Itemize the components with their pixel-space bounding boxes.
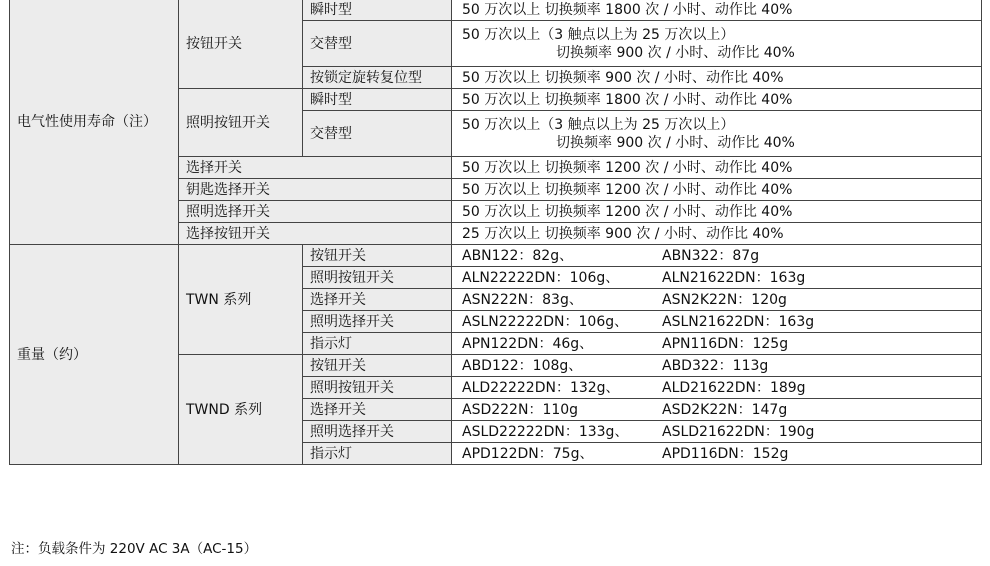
spec-value: 50 万次以上 切换频率 1200 次 / 小时、动作比 40%	[452, 179, 982, 201]
spec-value: 50 万次以上 切换频率 1200 次 / 小时、动作比 40%	[452, 157, 982, 179]
weight-a: ALN22222DN：106g、	[462, 269, 620, 286]
weight-value	[452, 333, 982, 355]
weight-b: ASD2K22N：147g	[662, 401, 788, 418]
twnd-series-label: TWND 系列	[179, 355, 303, 465]
spec-value: 50 万次以上 切换频率 900 次 / 小时、动作比 40%	[452, 67, 982, 89]
type-label: 选择开关	[303, 399, 452, 421]
spec-value	[452, 21, 982, 67]
spec-value: 25 万次以上 切换频率 900 次 / 小时、动作比 40%	[452, 223, 982, 245]
spec-value-line1: 50 万次以上（3 触点以上为 25 万次以上）	[462, 26, 735, 43]
weight-b: ASN2K22N：120g	[662, 291, 787, 308]
switch-type-label: 钥匙选择开关	[179, 179, 452, 201]
weight-a: ALD22222DN：132g、	[462, 379, 620, 396]
type-label: 按锁定旋转复位型	[303, 67, 452, 89]
weight-b: ALD21622DN：189g	[662, 379, 806, 396]
spec-value-line2: 切换频率 900 次 / 小时、动作比 40%	[556, 134, 795, 151]
weight-a: ASLN22222DN：106g、	[462, 313, 629, 330]
type-label: 指示灯	[303, 443, 452, 465]
spec-value-line1: 50 万次以上（3 触点以上为 25 万次以上）	[462, 116, 735, 133]
type-label: 照明按钮开关	[303, 267, 452, 289]
switch-type-label: 选择开关	[179, 157, 452, 179]
type-label: 指示灯	[303, 333, 452, 355]
weight-value	[452, 311, 982, 333]
type-label: 照明按钮开关	[303, 377, 452, 399]
weight-a: ABN122：82g、	[462, 247, 574, 264]
type-label: 交替型	[303, 111, 452, 157]
weight-b: APN116DN：125g	[662, 335, 789, 352]
weight-a: ASLD22222DN：133g、	[462, 423, 629, 440]
type-label: 按钮开关	[303, 355, 452, 377]
weight-value	[452, 443, 982, 465]
type-label: 按钮开关	[303, 245, 452, 267]
type-label: 选择开关	[303, 289, 452, 311]
spec-table	[9, 0, 982, 465]
spec-value: 50 万次以上 切换频率 1800 次 / 小时、动作比 40%	[452, 89, 982, 111]
spec-value	[452, 111, 982, 157]
weight-b: ASLD21622DN：190g	[662, 423, 815, 440]
weight-a: ABD122：108g、	[462, 357, 583, 374]
push-button-group-label: 按钮开关	[179, 0, 303, 89]
weight-value	[452, 421, 982, 443]
spec-value: 50 万次以上 切换频率 1200 次 / 小时、动作比 40%	[452, 201, 982, 223]
spec-value-line2: 切换频率 900 次 / 小时、动作比 40%	[556, 44, 795, 61]
type-label: 照明选择开关	[303, 311, 452, 333]
weight-a: ASN222N：83g、	[462, 291, 583, 308]
weight-value	[452, 245, 982, 267]
footnote: 注：负载条件为 220V AC 3A（AC-15）	[11, 541, 258, 557]
weight-a: APN122DN：46g、	[462, 335, 594, 352]
illuminated-push-button-group-label: 照明按钮开关	[179, 89, 303, 157]
weight-b: ALN21622DN：163g	[662, 269, 806, 286]
weight-value	[452, 267, 982, 289]
weight-a: ASD222N：110g	[462, 401, 579, 418]
weight-value	[452, 355, 982, 377]
weight-value	[452, 399, 982, 421]
type-label: 照明选择开关	[303, 421, 452, 443]
weight-value	[452, 377, 982, 399]
switch-type-label: 照明选择开关	[179, 201, 452, 223]
weight-b: ASLN21622DN：163g	[662, 313, 815, 330]
weight-b: ABD322：113g	[662, 357, 769, 374]
twn-series-label: TWN 系列	[179, 245, 303, 355]
weight-value	[452, 289, 982, 311]
weight-b: ABN322：87g	[662, 247, 760, 264]
type-label: 瞬时型	[303, 0, 452, 21]
weight-a: APD122DN：75g、	[462, 445, 594, 462]
switch-type-label: 选择按钮开关	[179, 223, 452, 245]
weight-b: APD116DN：152g	[662, 445, 789, 462]
spec-value: 50 万次以上 切换频率 1800 次 / 小时、动作比 40%	[452, 0, 982, 21]
electric-life-label: 电气性使用寿命（注）	[10, 0, 179, 245]
weight-label: 重量（约）	[10, 245, 179, 465]
type-label: 瞬时型	[303, 89, 452, 111]
type-label: 交替型	[303, 21, 452, 67]
